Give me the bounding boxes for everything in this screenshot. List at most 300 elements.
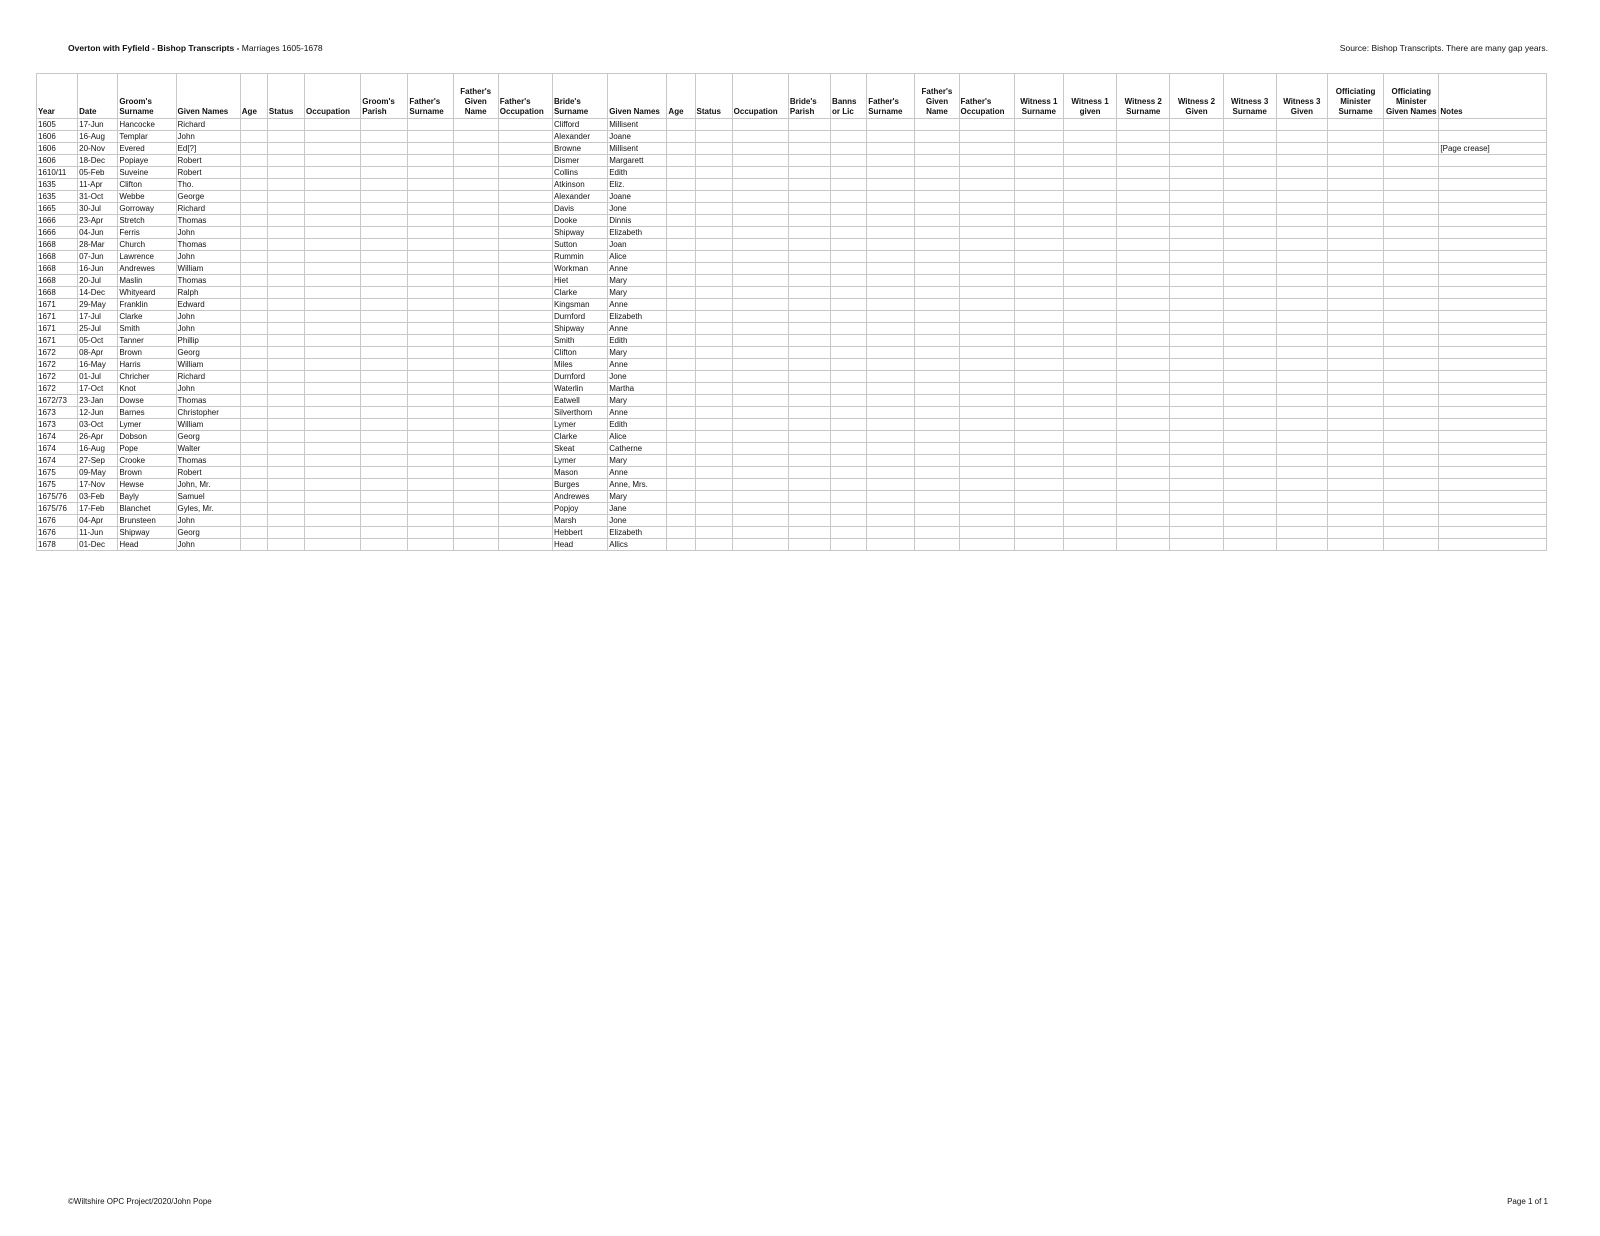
table-row: [37, 155, 1547, 167]
cell-empty: [1063, 407, 1116, 419]
cell-year: 1675/76: [37, 503, 78, 515]
cell-empty: [1014, 287, 1063, 299]
cell-date: 16-Jun: [78, 263, 118, 275]
cell-empty: [732, 467, 788, 479]
cell-empty: [1384, 395, 1439, 407]
cell-groom-surname: Andrewes: [118, 263, 176, 275]
table-row: [37, 299, 1547, 311]
cell-empty: [1014, 539, 1063, 551]
cell-empty: [667, 443, 695, 455]
cell-empty: [867, 119, 915, 131]
cell-empty: [831, 119, 867, 131]
cell-empty: [453, 407, 498, 419]
cell-empty: [1170, 359, 1223, 371]
cell-empty: [267, 287, 304, 299]
table-row: [37, 215, 1547, 227]
cell-empty: [1117, 467, 1170, 479]
cell-empty: [361, 479, 408, 491]
cell-empty: [1276, 251, 1327, 263]
cell-empty: [408, 407, 453, 419]
cell-empty: [305, 299, 361, 311]
cell-empty: [1384, 299, 1439, 311]
cell-empty: [1327, 371, 1383, 383]
cell-empty: [915, 203, 959, 215]
cell-date: 26-Apr: [78, 431, 118, 443]
cell-empty: [667, 539, 695, 551]
cell-empty: [831, 263, 867, 275]
cell-year: 1676: [37, 515, 78, 527]
cell-empty: [1014, 131, 1063, 143]
cell-empty: [915, 311, 959, 323]
cell-empty: [408, 515, 453, 527]
cell-empty: [1223, 299, 1276, 311]
cell-empty: [267, 503, 304, 515]
cell-groom-surname: Crooke: [118, 455, 176, 467]
cell-empty: [732, 395, 788, 407]
cell-empty: [831, 539, 867, 551]
cell-empty: [1063, 347, 1116, 359]
cell-empty: [1170, 119, 1223, 131]
cell-notes: [1439, 515, 1547, 527]
cell-date: 08-Apr: [78, 347, 118, 359]
cell-empty: [867, 371, 915, 383]
cell-groom-given: John: [176, 515, 240, 527]
cell-empty: [1014, 431, 1063, 443]
cell-date: 12-Jun: [78, 407, 118, 419]
cell-empty: [667, 455, 695, 467]
cell-empty: [1170, 383, 1223, 395]
cell-bride-surname: Durnford: [552, 371, 607, 383]
cell-date: 11-Jun: [78, 527, 118, 539]
table-row: [37, 359, 1547, 371]
cell-bride-surname: Miles: [552, 359, 607, 371]
cell-empty: [695, 371, 732, 383]
cell-empty: [867, 143, 915, 155]
cell-empty: [695, 515, 732, 527]
cell-empty: [1170, 179, 1223, 191]
cell-empty: [1063, 251, 1116, 263]
cell-empty: [695, 479, 732, 491]
cell-empty: [732, 539, 788, 551]
cell-empty: [959, 467, 1014, 479]
cell-year: 1675/76: [37, 491, 78, 503]
cell-empty: [498, 335, 552, 347]
cell-groom-surname: Head: [118, 539, 176, 551]
col-header-bride-parish: Bride's Parish: [788, 74, 830, 119]
cell-date: 25-Jul: [78, 323, 118, 335]
cell-empty: [1327, 419, 1383, 431]
cell-empty: [1117, 131, 1170, 143]
cell-empty: [408, 419, 453, 431]
cell-empty: [1063, 287, 1116, 299]
cell-empty: [267, 167, 304, 179]
cell-empty: [305, 431, 361, 443]
col-header-witness1-given: Witness 1 given: [1063, 74, 1116, 119]
cell-empty: [732, 431, 788, 443]
cell-empty: [408, 275, 453, 287]
cell-empty: [1063, 455, 1116, 467]
cell-empty: [1384, 143, 1439, 155]
cell-empty: [1384, 455, 1439, 467]
cell-notes: [1439, 191, 1547, 203]
cell-bride-given: Catherne: [608, 443, 667, 455]
cell-empty: [1276, 479, 1327, 491]
cell-empty: [831, 203, 867, 215]
cell-empty: [240, 527, 267, 539]
cell-bride-surname: Popjoy: [552, 503, 607, 515]
cell-bride-surname: Mason: [552, 467, 607, 479]
table-row: [37, 119, 1547, 131]
cell-empty: [1276, 371, 1327, 383]
cell-empty: [498, 491, 552, 503]
cell-year: 1605: [37, 119, 78, 131]
cell-empty: [732, 239, 788, 251]
cell-empty: [732, 407, 788, 419]
cell-empty: [1223, 431, 1276, 443]
cell-empty: [831, 131, 867, 143]
cell-empty: [240, 275, 267, 287]
cell-empty: [498, 263, 552, 275]
cell-empty: [732, 251, 788, 263]
cell-empty: [408, 251, 453, 263]
cell-empty: [788, 503, 830, 515]
cell-empty: [867, 431, 915, 443]
cell-empty: [1117, 119, 1170, 131]
cell-empty: [1170, 191, 1223, 203]
cell-empty: [788, 347, 830, 359]
table-row: [37, 311, 1547, 323]
cell-empty: [361, 143, 408, 155]
cell-empty: [1384, 239, 1439, 251]
cell-empty: [1276, 143, 1327, 155]
cell-empty: [240, 347, 267, 359]
cell-empty: [361, 539, 408, 551]
cell-empty: [831, 155, 867, 167]
cell-empty: [453, 203, 498, 215]
cell-empty: [240, 479, 267, 491]
table-row: [37, 515, 1547, 527]
cell-empty: [695, 227, 732, 239]
cell-empty: [453, 431, 498, 443]
cell-empty: [1223, 527, 1276, 539]
cell-groom-surname: Smith: [118, 323, 176, 335]
cell-year: 1671: [37, 299, 78, 311]
cell-empty: [1223, 323, 1276, 335]
cell-empty: [1384, 131, 1439, 143]
cell-empty: [1117, 443, 1170, 455]
cell-groom-given: Phillip: [176, 335, 240, 347]
cell-empty: [831, 371, 867, 383]
cell-groom-surname: Pope: [118, 443, 176, 455]
footer-copyright: ©Wiltshire OPC Project/2020/John Pope: [68, 1197, 212, 1206]
cell-notes: [1439, 215, 1547, 227]
cell-empty: [667, 347, 695, 359]
cell-empty: [959, 131, 1014, 143]
cell-empty: [1170, 143, 1223, 155]
cell-empty: [732, 131, 788, 143]
cell-year: 1672: [37, 347, 78, 359]
cell-bride-given: Martha: [608, 383, 667, 395]
cell-empty: [1327, 515, 1383, 527]
cell-empty: [867, 323, 915, 335]
cell-empty: [1063, 491, 1116, 503]
cell-empty: [498, 131, 552, 143]
cell-empty: [831, 335, 867, 347]
cell-empty: [267, 443, 304, 455]
cell-empty: [732, 515, 788, 527]
cell-empty: [1117, 179, 1170, 191]
cell-empty: [1384, 443, 1439, 455]
cell-empty: [1014, 407, 1063, 419]
cell-empty: [867, 215, 915, 227]
cell-empty: [867, 347, 915, 359]
cell-date: 17-Feb: [78, 503, 118, 515]
cell-empty: [788, 167, 830, 179]
cell-empty: [453, 419, 498, 431]
cell-empty: [915, 371, 959, 383]
cell-empty: [915, 287, 959, 299]
cell-empty: [1276, 395, 1327, 407]
cell-bride-given: Anne, Mrs.: [608, 479, 667, 491]
cell-year: 1671: [37, 311, 78, 323]
cell-bride-given: Anne: [608, 467, 667, 479]
cell-empty: [1063, 515, 1116, 527]
cell-empty: [1117, 503, 1170, 515]
cell-empty: [1276, 227, 1327, 239]
cell-empty: [1223, 179, 1276, 191]
cell-empty: [915, 131, 959, 143]
cell-empty: [1276, 311, 1327, 323]
cell-empty: [959, 227, 1014, 239]
cell-empty: [408, 491, 453, 503]
cell-empty: [1063, 299, 1116, 311]
cell-empty: [1384, 155, 1439, 167]
cell-empty: [831, 287, 867, 299]
cell-empty: [1014, 467, 1063, 479]
cell-empty: [788, 419, 830, 431]
cell-empty: [788, 467, 830, 479]
cell-empty: [788, 479, 830, 491]
cell-groom-surname: Barnes: [118, 407, 176, 419]
cell-empty: [305, 191, 361, 203]
cell-empty: [305, 143, 361, 155]
table-row: [37, 239, 1547, 251]
cell-empty: [667, 155, 695, 167]
cell-empty: [498, 527, 552, 539]
cell-empty: [732, 191, 788, 203]
cell-empty: [267, 263, 304, 275]
cell-empty: [267, 539, 304, 551]
cell-empty: [1223, 491, 1276, 503]
col-header-groom-father-surname: Father's Surname: [408, 74, 453, 119]
cell-empty: [453, 287, 498, 299]
cell-empty: [1170, 203, 1223, 215]
cell-empty: [867, 227, 915, 239]
cell-empty: [667, 203, 695, 215]
cell-empty: [453, 503, 498, 515]
cell-empty: [1327, 359, 1383, 371]
cell-empty: [959, 311, 1014, 323]
cell-empty: [305, 467, 361, 479]
cell-empty: [1063, 395, 1116, 407]
cell-date: 09-May: [78, 467, 118, 479]
cell-empty: [1170, 311, 1223, 323]
table-row: [37, 443, 1547, 455]
cell-empty: [788, 275, 830, 287]
cell-year: 1668: [37, 287, 78, 299]
cell-empty: [1170, 335, 1223, 347]
cell-empty: [453, 539, 498, 551]
col-header-bride-given: Given Names: [608, 74, 667, 119]
cell-empty: [1170, 239, 1223, 251]
cell-empty: [667, 251, 695, 263]
cell-empty: [1276, 359, 1327, 371]
cell-empty: [408, 239, 453, 251]
cell-empty: [831, 275, 867, 287]
cell-empty: [1223, 311, 1276, 323]
cell-empty: [453, 311, 498, 323]
cell-year: 1635: [37, 191, 78, 203]
cell-empty: [1014, 167, 1063, 179]
cell-bride-given: Edith: [608, 335, 667, 347]
cell-empty: [667, 323, 695, 335]
cell-empty: [959, 335, 1014, 347]
cell-empty: [408, 287, 453, 299]
cell-empty: [915, 275, 959, 287]
cell-empty: [408, 395, 453, 407]
cell-empty: [732, 419, 788, 431]
cell-empty: [1170, 347, 1223, 359]
cell-empty: [959, 527, 1014, 539]
cell-empty: [361, 419, 408, 431]
cell-empty: [667, 359, 695, 371]
cell-empty: [667, 407, 695, 419]
cell-empty: [1117, 203, 1170, 215]
cell-empty: [498, 155, 552, 167]
cell-empty: [1384, 419, 1439, 431]
col-header-date: Date: [78, 74, 118, 119]
cell-bride-surname: Atkinson: [552, 179, 607, 191]
table-row: [37, 335, 1547, 347]
cell-empty: [1327, 179, 1383, 191]
cell-groom-surname: Maslin: [118, 275, 176, 287]
cell-empty: [732, 347, 788, 359]
cell-empty: [408, 479, 453, 491]
cell-empty: [1117, 539, 1170, 551]
cell-empty: [1276, 323, 1327, 335]
cell-empty: [1117, 299, 1170, 311]
cell-empty: [867, 479, 915, 491]
cell-empty: [1063, 335, 1116, 347]
cell-empty: [361, 335, 408, 347]
cell-empty: [408, 467, 453, 479]
cell-empty: [1014, 155, 1063, 167]
cell-empty: [408, 143, 453, 155]
cell-empty: [695, 347, 732, 359]
cell-empty: [831, 503, 867, 515]
cell-empty: [695, 215, 732, 227]
cell-empty: [732, 299, 788, 311]
cell-bride-surname: Marsh: [552, 515, 607, 527]
cell-empty: [1276, 191, 1327, 203]
cell-empty: [240, 155, 267, 167]
source-note: Source: Bishop Transcripts. There are many gap years.: [1339, 43, 1548, 53]
cell-year: 1675: [37, 467, 78, 479]
cell-date: 07-Jun: [78, 251, 118, 263]
cell-empty: [867, 179, 915, 191]
cell-groom-given: William: [176, 419, 240, 431]
cell-empty: [361, 215, 408, 227]
cell-groom-surname: Clarke: [118, 311, 176, 323]
cell-bride-surname: Kingsman: [552, 299, 607, 311]
cell-empty: [1327, 143, 1383, 155]
cell-empty: [1063, 527, 1116, 539]
cell-empty: [788, 215, 830, 227]
cell-empty: [695, 527, 732, 539]
cell-bride-surname: Burges: [552, 479, 607, 491]
cell-empty: [695, 407, 732, 419]
marriages-table: [36, 73, 1547, 551]
cell-empty: [498, 479, 552, 491]
cell-empty: [695, 335, 732, 347]
cell-bride-surname: Collins: [552, 167, 607, 179]
cell-empty: [453, 191, 498, 203]
cell-groom-given: Georg: [176, 431, 240, 443]
cell-empty: [1384, 467, 1439, 479]
cell-empty: [267, 227, 304, 239]
cell-empty: [1014, 479, 1063, 491]
cell-groom-given: Thomas: [176, 455, 240, 467]
cell-date: 03-Oct: [78, 419, 118, 431]
cell-bride-given: Mary: [608, 275, 667, 287]
cell-empty: [408, 383, 453, 395]
cell-empty: [1276, 455, 1327, 467]
cell-notes: [1439, 443, 1547, 455]
table-row: [37, 275, 1547, 287]
cell-notes: [1439, 503, 1547, 515]
cell-empty: [1063, 419, 1116, 431]
cell-empty: [240, 335, 267, 347]
cell-empty: [915, 419, 959, 431]
cell-empty: [1276, 275, 1327, 287]
cell-empty: [240, 299, 267, 311]
cell-empty: [1117, 359, 1170, 371]
cell-empty: [1384, 287, 1439, 299]
cell-empty: [915, 227, 959, 239]
cell-empty: [453, 215, 498, 227]
cell-empty: [1384, 251, 1439, 263]
cell-groom-surname: Blanchet: [118, 503, 176, 515]
cell-empty: [915, 251, 959, 263]
cell-empty: [667, 287, 695, 299]
cell-groom-surname: Hancocke: [118, 119, 176, 131]
cell-empty: [915, 143, 959, 155]
cell-empty: [498, 503, 552, 515]
cell-groom-given: John: [176, 251, 240, 263]
cell-empty: [453, 239, 498, 251]
cell-empty: [867, 191, 915, 203]
cell-groom-given: Ralph: [176, 287, 240, 299]
cell-empty: [867, 455, 915, 467]
cell-empty: [408, 131, 453, 143]
cell-empty: [915, 119, 959, 131]
cell-empty: [361, 527, 408, 539]
cell-empty: [1063, 167, 1116, 179]
cell-empty: [453, 443, 498, 455]
cell-empty: [831, 527, 867, 539]
cell-empty: [959, 503, 1014, 515]
cell-empty: [831, 191, 867, 203]
